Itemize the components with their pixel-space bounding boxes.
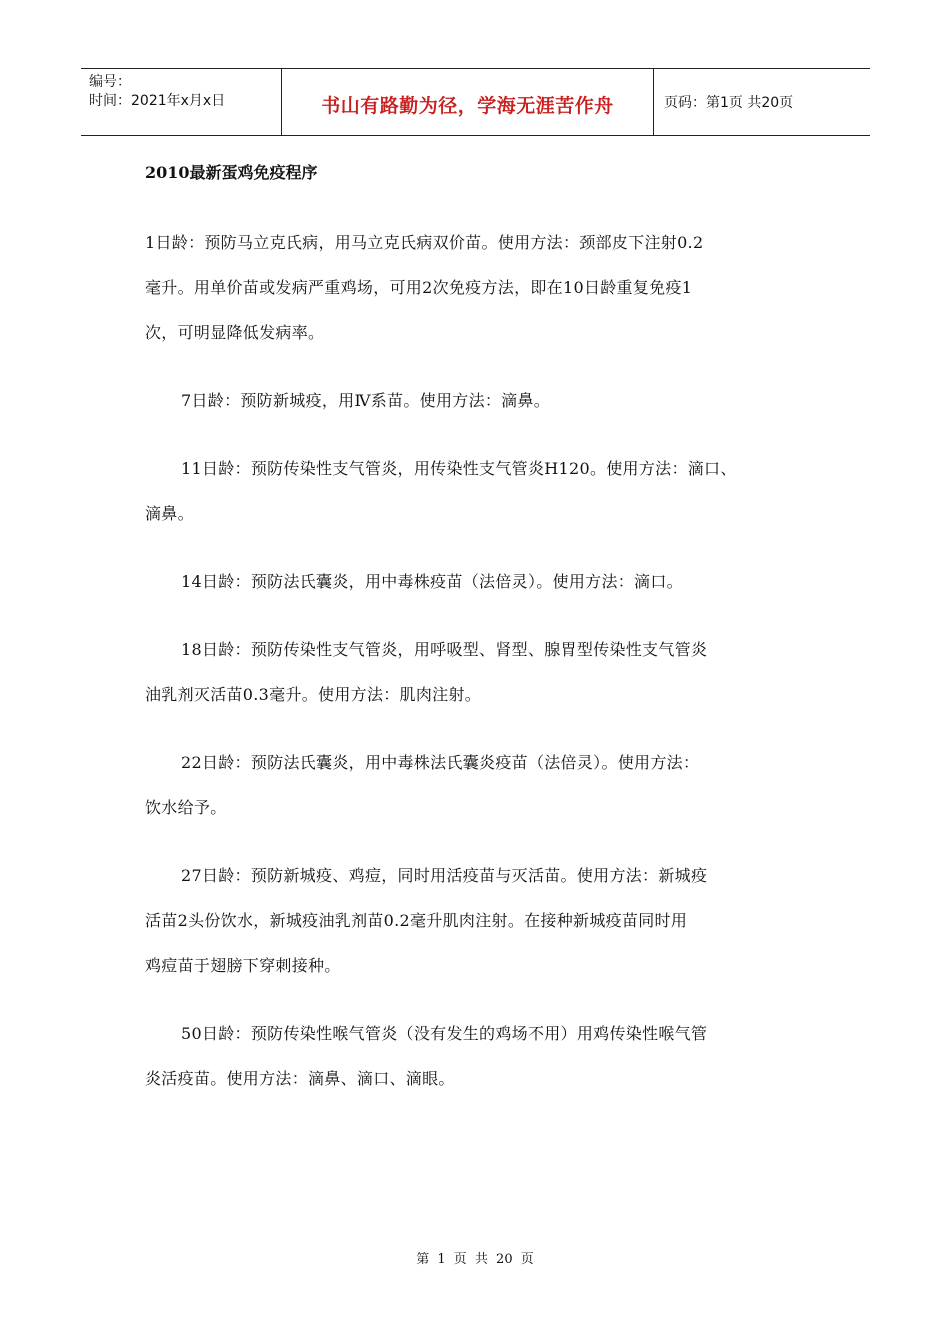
- paragraph-line: 11日龄：预防传染性支气管炎，用传染性支气管炎H120。使用方法：滴口、: [181, 459, 737, 478]
- paragraph: [145, 853, 825, 988]
- paragraph: [145, 220, 825, 355]
- header-page-info-cell: [654, 69, 870, 135]
- document-header: [81, 68, 870, 136]
- paragraph-line: 饮水给予。: [145, 798, 227, 817]
- header-motto: 书山有路勤为径，学海无涯苦作舟: [321, 94, 614, 117]
- header-motto-cell: [282, 69, 654, 135]
- paragraph-line: 14日龄：预防法氏囊炎，用中毒株疫苗（法倍灵）。使用方法：滴口。: [181, 572, 683, 591]
- paragraph: [145, 740, 825, 830]
- paragraph: [145, 1011, 825, 1101]
- paragraph-line: 滴鼻。: [145, 504, 194, 523]
- document-title: 2010最新蛋鸡免疫程序: [145, 163, 318, 182]
- paragraph: [145, 627, 825, 717]
- paragraph-line: 7日龄：预防新城疫，用Ⅳ系苗。使用方法：滴鼻。: [181, 391, 551, 410]
- header-page-info: 页码：第1页 共20页: [664, 95, 794, 111]
- number-label: 编号：: [89, 74, 131, 90]
- header-meta: [81, 69, 282, 135]
- paragraph: [145, 559, 825, 604]
- paragraph: [145, 378, 825, 423]
- paragraph-line: 毫升。用单价苗或发病严重鸡场，可用2次免疫方法，即在10日龄重复免疫1: [145, 278, 693, 297]
- document-body: [145, 220, 825, 1124]
- paragraph-line: 27日龄：预防新城疫、鸡痘，同时用活疫苗与灭活苗。使用方法：新城疫: [181, 866, 708, 885]
- date-label: 时间：2021年x月x日: [89, 93, 226, 109]
- paragraph-line: 1日龄：预防马立克氏病，用马立克氏病双价苗。使用方法：颈部皮下注射0.2: [145, 233, 704, 252]
- paragraph-line: 50日龄：预防传染性喉气管炎（没有发生的鸡场不用）用鸡传染性喉气管: [181, 1024, 708, 1043]
- paragraph-line: 活苗2头份饮水，新城疫油乳剂苗0.2毫升肌肉注射。在接种新城疫苗同时用: [145, 911, 688, 930]
- paragraph-line: 18日龄：预防传染性支气管炎，用呼吸型、肾型、腺胃型传染性支气管炎: [181, 640, 708, 659]
- page-footer: 第 1 页 共 20 页: [416, 1252, 534, 1267]
- paragraph: [145, 446, 825, 536]
- paragraph-line: 鸡痘苗于翅膀下穿刺接种。: [145, 956, 341, 975]
- paragraph-line: 22日龄：预防法氏囊炎，用中毒株法氏囊炎疫苗（法倍灵）。使用方法：: [181, 753, 700, 772]
- paragraph-line: 次，可明显降低发病率。: [145, 323, 325, 342]
- paragraph-line: 油乳剂灭活苗0.3毫升。使用方法：肌肉注射。: [145, 685, 482, 704]
- paragraph-line: 炎活疫苗。使用方法：滴鼻、滴口、滴眼。: [145, 1069, 455, 1088]
